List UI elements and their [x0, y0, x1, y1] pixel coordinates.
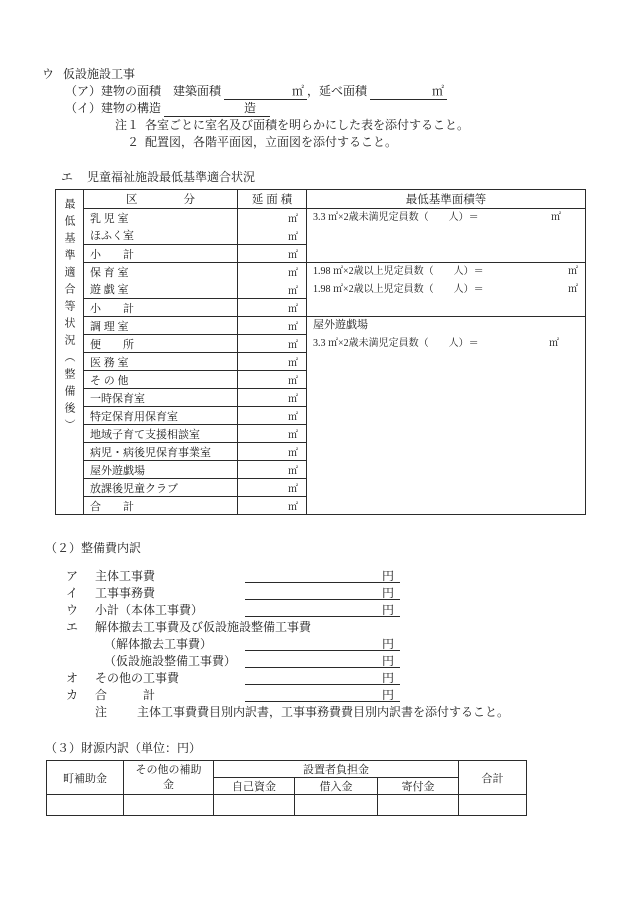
total-floor-area-field	[370, 84, 447, 100]
cost-name: 工事事務費	[95, 586, 156, 600]
section-c-heading	[42, 67, 135, 82]
own-funds-cell	[214, 795, 295, 816]
row-kana: エ	[66, 620, 79, 634]
unit-m2: ㎡	[568, 266, 578, 277]
note-2-line	[127, 135, 397, 150]
area-cell: ㎡	[238, 497, 307, 515]
room-name: 一時保育室	[84, 389, 238, 407]
section-e-title: 児童福祉施設最低基準適合状況	[87, 170, 256, 184]
cost-name: 主体工事費	[95, 569, 156, 583]
section-2-title: （２）整備費内訳	[45, 541, 142, 555]
area-cell: ㎡	[238, 407, 307, 425]
standard-formula: 1.98 ㎡×2歳以上児定員数（ 人）＝	[313, 266, 484, 277]
col-header-loan: 借入金	[295, 778, 378, 795]
table-row	[47, 795, 527, 816]
room-name: 病児・病後児保育事業室	[84, 443, 238, 461]
col-header-nobe: 延 面 積	[238, 190, 307, 209]
col-header-other-subsidy: その他の補助金	[124, 761, 214, 795]
area-cell: ㎡	[238, 263, 307, 281]
standard-formula: 3.3 ㎡×2歳未満児定員数（ 人）＝	[313, 338, 479, 349]
col-header-kubun: 区 分	[84, 190, 238, 209]
unit-yen: 円	[381, 586, 394, 600]
col-header-town-subsidy: 町補助金	[47, 761, 124, 795]
amount-field	[245, 637, 400, 651]
item-b-label: （イ）	[65, 101, 102, 115]
standard-formula: 3.3 ㎡×2歳未満児定員数（ 人）＝	[313, 212, 479, 223]
section-e-kana: エ	[61, 170, 74, 184]
area-cell: ㎡	[238, 389, 307, 407]
section-c-kana: ウ	[42, 67, 55, 81]
cost-row	[66, 586, 155, 601]
structure-field	[164, 101, 270, 117]
unit-yen: 円	[381, 688, 394, 702]
table-row	[56, 263, 586, 281]
unit-m2: ㎡	[292, 84, 305, 98]
building-structure-line	[65, 101, 270, 117]
room-name: そ の 他	[84, 371, 238, 389]
area-cell: ㎡	[238, 209, 307, 227]
area-cell: ㎡	[238, 227, 307, 245]
cost-row	[66, 603, 203, 618]
row-kana: ア	[66, 569, 79, 583]
unit-yen: 円	[381, 569, 394, 583]
cost-row	[104, 637, 212, 652]
unit-m2: ㎡	[549, 338, 559, 349]
room-name: 調 理 室	[84, 317, 238, 335]
item-a-text: 建物の面積 建築面積	[101, 84, 222, 98]
item-a-label: （ア）	[65, 84, 102, 98]
room-name: 合 計	[84, 497, 238, 515]
table-row	[56, 317, 586, 335]
cost-row	[66, 688, 155, 703]
cost-name: （仮設施設整備工事費）	[104, 654, 237, 668]
row-kana: カ	[66, 688, 79, 702]
amount-field	[245, 671, 400, 685]
building-area-field	[224, 84, 307, 100]
standard-formula: 1.98 ㎡×2歳以上児定員数（ 人）＝	[313, 284, 484, 295]
col-header-founder-burden: 設置者負担金	[214, 761, 459, 778]
row-kana: ウ	[66, 603, 79, 617]
standards-table	[55, 189, 586, 515]
note-label: 注	[95, 705, 108, 719]
col-header-donation: 寄付金	[378, 778, 459, 795]
unit-yen: 円	[381, 637, 394, 651]
amount-field	[245, 603, 400, 617]
note-2-label: ２	[127, 135, 140, 149]
note-text: 主体工事費費目別内訳書，工事事務費費目別内訳書を添付すること。	[137, 705, 510, 719]
donation-cell	[378, 795, 459, 816]
area-cell: ㎡	[238, 425, 307, 443]
unit-m2: ㎡	[432, 84, 445, 98]
funding-table	[46, 760, 527, 816]
amount-field	[245, 569, 400, 583]
section-3-title: （３）財源内訳（単位：円）	[45, 741, 202, 755]
room-name: 特定保育用保育室	[84, 407, 238, 425]
cost-name: 解体撤去工事費及び仮設施設整備工事費	[95, 620, 312, 634]
area-cell: ㎡	[238, 245, 307, 263]
area-cell: ㎡	[238, 353, 307, 371]
area-cell: ㎡	[238, 335, 307, 353]
total-cell	[459, 795, 527, 816]
row-kana: イ	[66, 586, 79, 600]
cost-row	[66, 671, 179, 686]
unit-yen: 円	[381, 671, 394, 685]
standard-group-2	[307, 263, 586, 317]
note-2-text: 配置図，各階平面図，立面図を添付すること。	[145, 135, 398, 149]
room-name: 便 所	[84, 335, 238, 353]
area-cell: ㎡	[238, 317, 307, 335]
col-header-kijun: 最低基準面積等	[307, 190, 586, 209]
note-1-text: 各室ごとに室名及び面積を明らかにした表を添付すること。	[145, 118, 470, 132]
loan-cell	[295, 795, 378, 816]
unit-m2: ㎡	[551, 212, 561, 223]
building-area-line	[65, 84, 447, 100]
cost-row	[66, 569, 155, 584]
structure-suffix: 造	[244, 101, 257, 115]
col-header-total: 合計	[459, 761, 527, 795]
room-name: 乳 児 室	[84, 209, 238, 227]
room-name: 屋外遊戯場	[84, 461, 238, 479]
area-cell: ㎡	[238, 479, 307, 497]
area-cell: ㎡	[238, 281, 307, 299]
section-2-note	[95, 705, 509, 720]
cost-row	[104, 654, 236, 669]
room-name: 小 計	[84, 299, 238, 317]
cost-name: （解体撤去工事費）	[104, 637, 213, 651]
unit-yen: 円	[381, 654, 394, 668]
room-name: 小 計	[84, 245, 238, 263]
amount-field	[245, 688, 400, 702]
room-name: 医 務 室	[84, 353, 238, 371]
cost-name: その他の工事費	[95, 671, 180, 685]
room-name: 遊 戯 室	[84, 281, 238, 299]
outdoor-playground-label: 屋外遊戯場	[313, 319, 368, 331]
note-1-label: 注１	[115, 118, 140, 132]
row-kana: オ	[66, 671, 79, 685]
other-subsidy-cell	[124, 795, 214, 816]
table-row	[56, 209, 586, 227]
amount-field	[245, 586, 400, 600]
room-name: 放課後児童クラブ	[84, 479, 238, 497]
unit-yen: 円	[381, 603, 394, 617]
town-subsidy-cell	[47, 795, 124, 816]
standard-group-1	[307, 209, 586, 263]
cost-name: 合 計	[95, 688, 156, 702]
cost-row	[66, 620, 311, 635]
unit-m2: ㎡	[568, 284, 578, 295]
room-name: 地域子育て支援相談室	[84, 425, 238, 443]
amount-field	[245, 654, 400, 668]
cost-name: 小計（本体工事費）	[95, 603, 204, 617]
note-1-line	[115, 118, 469, 133]
col-header-own-funds: 自己資金	[214, 778, 295, 795]
area-cell: ㎡	[238, 461, 307, 479]
section-c-title: 仮設施設工事	[63, 67, 136, 81]
room-name: ほふく室	[84, 227, 238, 245]
side-label-cell	[56, 190, 84, 515]
area-cell: ㎡	[238, 371, 307, 389]
standard-group-3	[307, 317, 586, 515]
area-cell: ㎡	[238, 299, 307, 317]
section-e-heading	[61, 170, 255, 185]
item-b-text: 建物の構造	[101, 101, 162, 115]
room-name: 保 育 室	[84, 263, 238, 281]
area-cell: ㎡	[238, 443, 307, 461]
item-a-mid: ，延べ面積	[307, 84, 368, 98]
side-label: 最低基準適合等状況（整備後）	[63, 198, 75, 436]
